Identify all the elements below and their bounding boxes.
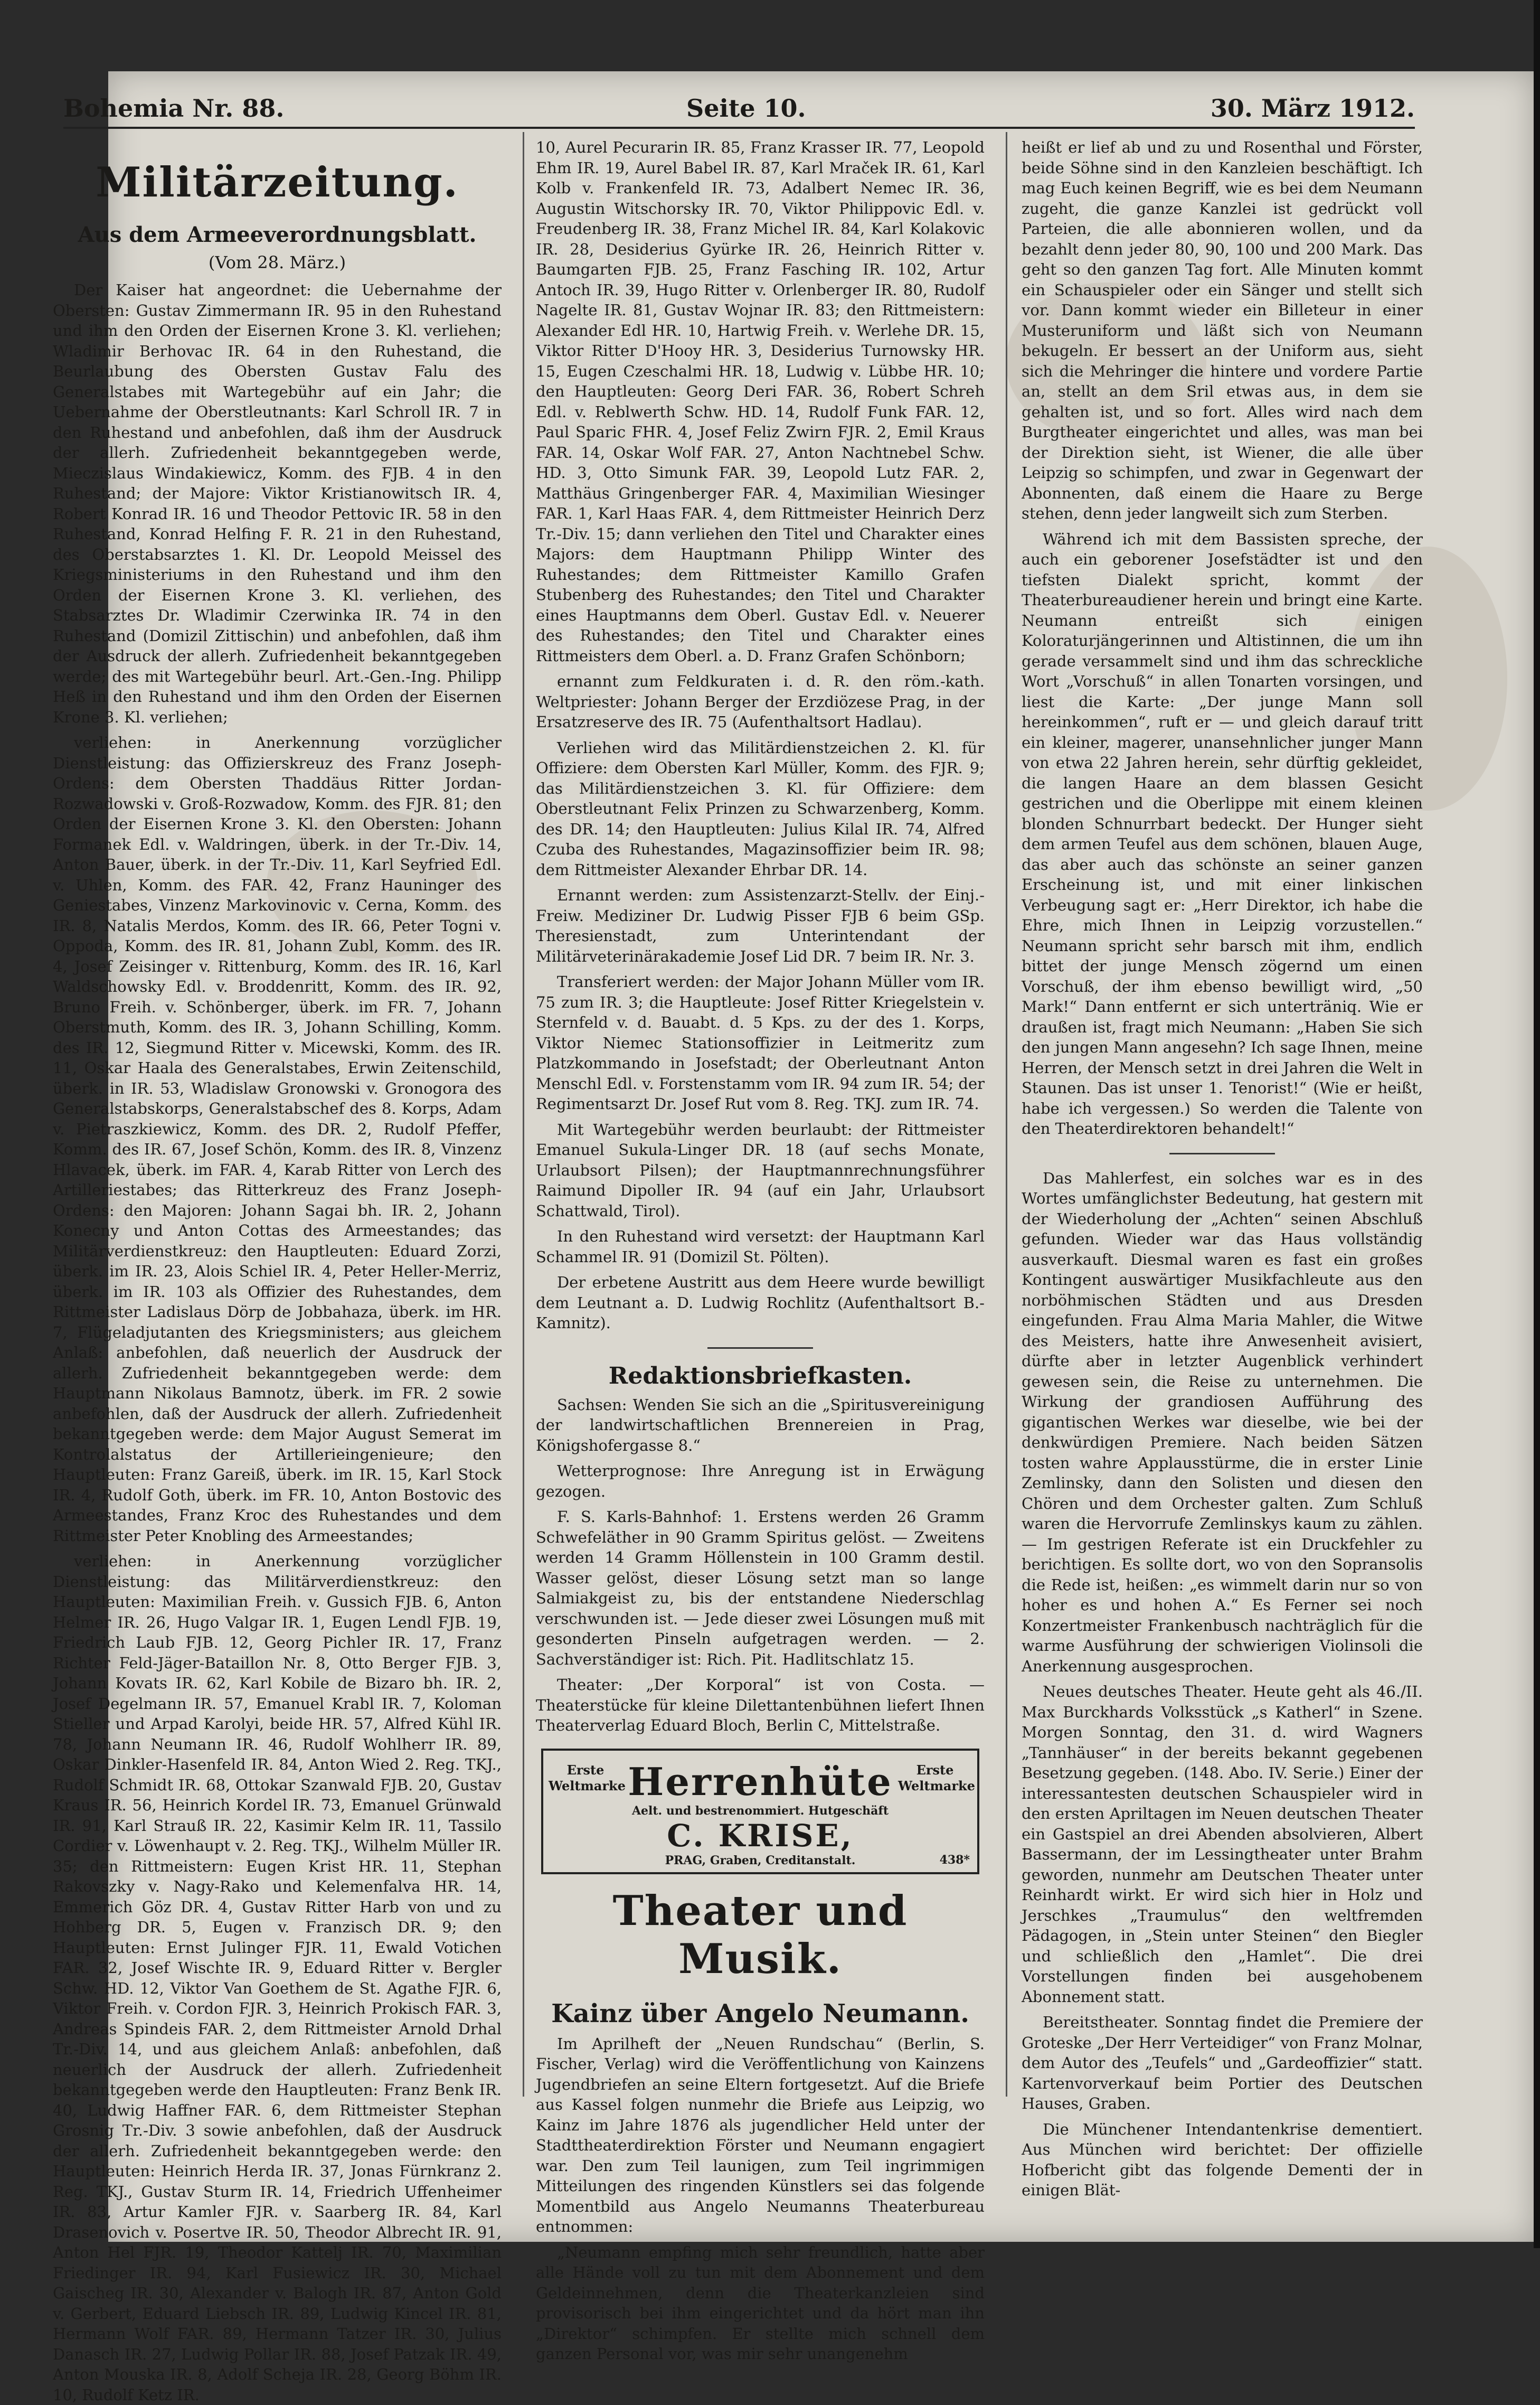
divider [707,1347,813,1349]
ad-company: C. KRISE, [667,1817,854,1854]
section-title-military: Militärzeitung. [96,158,459,206]
paragraph: „Neumann empfing mich sehr freundlich, hatte aber alle Hände voll zu tun mit dem Abonnement und dem Geldeinnehmen, denn die Theaterkanzleien sind provisorisch bei ihm eingerichtet und da hört man ihn „Direktor“ schimpfen. Er stellte mich schnell dem ganzen Personal vor, was mir sehr unangenehm [536,2243,985,2363]
paragraph: In den Ruhestand wird versetzt: der Hauptmann Karl Schammel IR. 91 (Domizil St. Pölten). [536,1227,985,1266]
header-left: Bohemia Nr. 88. [63,94,285,123]
paragraph: Das Mahlerfest, ein solches war es in des Wortes umfänglichster Bedeutung, hat gestern mit der Wiederholung der „Achten“ seinen Abschluß gefunden. Wieder war das Haus vollständig ausverkauft. Diesmal waren es fast ein großes Kontingent auswärtiger Musikfachleute aus den norböhmischen Städten und aus Dresden eingefunden. Frau Alma Maria Mahler, die Witwe des Meisters, hatte ihre Anwesenheit avisiert, dürfte aber in letzter Augenblick verhindert gewesen sein, die Reise zu unternehmen. Die Wirkung der grandiosen Aufführung des gigantischen Werkes war dieselbe, wie bei der denkwürdigen Premiere. Nach beiden Sätzen tosten wahre Applausstürme, die in erster Linie Zemlinsky, dann den Solisten und diesen den Chören und dem Orchester galten. Zum Schluß waren die Hervorrufe Zemlinskys kaum zu zählen. — Im gestrigen Referate ist ein Druckfehler zu berichtigen. Es sollte dort, wo von den Sopransolis die Rede ist, heißen: „es wimmelt darin nur so von hoher es und hohen A.“ Es Ferner sei noch Konzertmeister Frankenbusch nachträglich für die warme Ausführung der schwierigen Violinsoli die Anerkennung ausgesprochen. [1022,1169,1423,1675]
paragraph: Bereitstheater. Sonntag findet die Premiere der Groteske „Der Herr Verteidiger“ von Franz Molnar, dem Autor des „Teufels“ und „Gardeoffizier“ statt. Kartenvorverkauf beim Portier des Deutschen Hauses, Graben. [1022,2013,1423,2112]
paragraph: verliehen: in Anerkennung vorzüglicher Dienstleistung: das Militärverdienstkreuz: den Hauptleuten: Maximilian Freih. v. Gussich FJB. 6, Anton Helmer IR. 26, Hugo Valgar IR. 1, Eugen Lendl FJB. 19, Friedrich Laub FJB. 12, Georg Pichler IR. 17, Franz Richter Feld-Jäger-Bataillon Nr. 8, Otto Berger FJB. 3, Johann Kovats IR. 62, Karl Kobile de Bizaro bh. IR. 2, Josef Degelmann IR. 57, Emanuel Krabl IR. 7, Koloman Stieller und Arpad Karolyi, beide HR. 57, Alfred Kühl IR. 78, Johann Neumann IR. 46, Rudolf Wohlherr IR. 89, Oskar Dinkler-Hasenfeld IR. 84, Anton Wied 2. Reg. TKJ., Rudolf Schmidt IR. 68, Ottokar Szanwald FJB. 20, Gustav Kraus IR. 56, Heinrich Kordel IR. 73, Emanuel Grünwald IR. 91, Karl Strauß IR. 22, Kasimir Kelm IR. 11, Tassilo Cordier v. Löwenhaupt v. 2. Reg. TKJ., Wilhelm Müller IR. 35; den Rittmeistern: Eugen Krist HR. 11, Stephan Rakovszky v. Nagy-Rako und Kelemenfalva HR. 14, Emmerich Göz DR. 4, Gustav Ritter Harb von und zu Hohberg DR. 5, Eugen v. Franzisch DR. 9; den Hauptleuten: Ernst Julinger FJR. 11, Ewald Votichen FAR. 32, Josef Wischte IR. 9, Eduard Ritter v. Bergler Schw. HD. 12, Viktor Van Goethem de St. Agathe FJR. 6, Viktor Freih. v. Cordon FJR. 3, Heinrich Prokisch FAR. 3, Andreas Spindeis FAR. 2, dem Rittmeister Arnold Drhal Tr.-Div. 14, und aus gleichem Anlaß: anbefohlen, daß neuerlich der Ausdruck der allerh. Zufriedenheit bekanntgegeben werde den Hauptleuten: Franz Benk IR. 40, Ludwig Haffner FAR. 6, dem Rittmeister Stephan Grosnig Tr.-Div. 3 sowie anbefohlen, daß der Ausdruck der allerh. Zufriedenheit bekanntgegeben werde: den Hauptleuten: Heinrich Herda IR. 37, Jonas Fürnkranz 2. Reg. TKJ., Gustav Sturm IR. 14, Friedrich Uffenheimer IR. 83, Artur Kamler FJR. v. Saarberg IR. 84, Karl Drasenovich v. Posertve IR. 50, Theodor Albrecht IR. 91, Anton Hel FJR. 19, Theodor Kattelj IR. 70, Maximilian Friedinger IR. 94, Karl Fusiewicz IR. 30, Michael Gaischeg IR. 30, Alexander v. Balogh IR. 87, Anton Gold v. Gerbert, Eduard Liebsch IR. 89, Ludwig Kincel IR. 81, Hermann Wolf FAR. 89, Hermann Tatzer IR. 30, Julius Danasch IR. 27, Ludwig Pollar IR. 88, Josef Patzak IR. 49, Anton Mouska IR. 8, Adolf Scheja IR. 28, Georg Böhm IR. 10, Rudolf Ketz IR. [53,1552,502,2404]
paragraph: Der erbetene Austritt aus dem Heere wurde bewilligt dem Leutnant a. D. Ludwig Rochlitz (Aufenthaltsort B.-Kamnitz). [536,1273,985,1332]
page-header [63,90,1415,129]
paragraph: Wetterprognose: Ihre Anregung ist in Erwägung gezogen. [536,1462,985,1500]
paragraph: Sachsen: Wenden Sie sich an die „Spiritusvereinigung der landwirtschaftlichen Brennereien in Prag, Königshofergasse 8.“ [536,1395,985,1454]
paragraph: Neues deutsches Theater. Heute geht als 46./II. Max Burckhards Volksstück „s Katherl“ in Szene. Morgen Sonntag, den 31. d. wird Wagners „Tannhäuser“ in der bereits bekannt gegebenen Besetzung gegeben. (148. Abo. IV. Serie.) Einer der interessantesten deutschen Schauspieler wird in den ersten Apriltagen im Neuen deutschen Theater ein Gastspiel an drei Abenden absolvieren, Albert Bassermann, der im Lessingtheater unter Brahm geworden, nunmehr am Deutschen Theater unter Reinhardt wirkt. Er wird sich hier in Holz und Jerschkes „Traumulus“ den weltfremden Pädagogen, in „Stein unter Steinen“ den Biegler und schließlich den „Hamlet“. Die drei Vorstellungen finden bei ausgehobenem Abonnement statt. [1022,1683,1423,2006]
paragraph: Die Münchener Intendantenkrise dementiert. Aus München wird berichtet: Der offizielle Hofbericht gibt das folgende Dementi der in einigen Blät- [1022,2120,1423,2199]
ad-address: PRAG, Graben, Creditanstalt. [665,1853,856,1867]
article-title-kainz: Kainz über Angelo Neumann. [551,1998,969,2028]
ad-side-right: Erste Weltmarke [898,1762,975,1793]
paragraph: Der Kaiser hat angeordnet: die Uebernahme der Obersten: Gustav Zimmermann IR. 95 in den Ruhestand und ihm den Orden der Eisernen Krone 3. Kl. verliehen; Wladimir Berhovac IR. 64 in den Ruhestand, die Beurlaubung des Obersten Gustav Falu des Generalstabes mit Wartegebühr auf ein Jahr; die Uebernahme der Oberstleutnants: Karl Schroll IR. 7 in den Ruhestand und anbefohlen, daß ihm der Ausdruck der allerh. Zufriedenheit bekanntgegeben werde, Mieczislaus Windakiewicz, Komm. des FJB. 4 in den Ruhestand; der Majore: Viktor Kristianowitsch IR. 4, Robert Konrad IR. 16 und Theodor Pettovic IR. 58 in den Ruhestand, Konrad Helfing F. R. 21 in den Ruhestand, des Oberstabsarztes 1. Kl. Dr. Leopold Meissel des Kriegsministeriums in den Ruhestand und ihm den Orden der Eisernen Krone 3. Kl. verliehen, des Stabsarztes Dr. Wladimir Czerwinka IR. 74 in den Ruhestand (Domizil Zittischin) und anbefohlen, daß ihm der Ausdruck der allerh. Zufriedenheit bekanntgegeben werde; des mit Wartegebühr beurl. Art.-Gen.-Ing. Philipp Heß in den Ruhestand und ihm den Orden der Eisernen Krone 3. Kl. verliehen; [53,281,502,726]
section-title-theater: Theater und Musik. [612,1886,908,1983]
column-2 [536,137,985,2363]
paragraph: Transferiert werden: der Major Johann Müller vom IR. 75 zum IR. 3; die Hauptleute: Josef Ritter Kriegelstein v. Sternfeld v. d. Bauabt. d. 5 Kps. zu der des 1. Korps, Viktor Niemec Stationsoffizier in Leitmeritz zum Platzkommando in Josefstadt; der Oberleutnant Anton Menschl Edl. v. Forstenstamm vom IR. 94 zum IR. 54; der Regimentsarzt Dr. Josef Rut vom 8. Reg. TKJ. zum IR. 74. [536,973,985,1113]
scan-edge [1534,0,1540,2248]
section-date: (Vom 28. März.) [208,252,346,273]
paragraph: F. S. Karls-Bahnhof: 1. Erstens werden 26 Gramm Schwefeläther in 90 Gramm Spiritus gelöst. — Zweitens werden 14 Gramm Höllenstein in 100 Gramm destil. Wasser gelöst, dieser Lösung setzt man so lange Salmiakgeist zu, bis der entstandene Niederschlag verschwunden ist. — Jede dieser zwei Lösungen muß mit gesonderten Pinseln aufgetragen werden. — 2. Sachverständiger ist: Rich. Pit. Hadlitschlatz 15. [536,1508,985,1668]
paragraph: verliehen: in Anerkennung vorzüglicher Dienstleistung: das Offizierskreuz des Franz Joseph-Ordens: dem Obersten Thaddäus Ritter Jordan-Rozwadowski v. Groß-Rozwadow, Komm. des FJR. 81; den Orden der Eisernen Krone 3. Kl. den Obersten: Johann Formanek Edl. v. Waldringen, überk. in der Tr.-Div. 14, Anton Bauer, überk. in der Tr.-Div. 11, Karl Seyfried Edl. v. Uhlen, Komm. des FAR. 42, Franz Hauninger des Geniestabes, Vinzenz Markovinovic v. Cerna, Komm. des IR. 8, Natalis Merdos, Komm. des IR. 66, Peter Togni v. Oppoda, Komm. des IR. 81, Johann Zubl, Komm. des IR. 4, Josef Zeisinger v. Rittenburg, Komm. des IR. 16, Karl Waldschowsky Edl. v. Broddenritt, Komm. des IR. 92, Bruno Freih. v. Schönberger, überk. im FR. 7, Johann Oberstmuth, Komm. des IR. 3, Johann Schilling, Komm. des IR. 12, Siegmund Ritter v. Micewski, Komm. des IR. 11, Oskar Haala des Generalstabes, Erwin Zeitenschild, überk. in IR. 53, Wladislaw Gronowski v. Gronogora des Generalstabskorps, Generalstabschef des 8. Korps, Adam v. Pietraszkiewicz, Komm. des DR. 2, Rudolf Pfeffer, Komm. des IR. 67, Josef Schön, Komm. des IR. 8, Vinzenz Hlavacek, überk. im FAR. 4, Karab Ritter von Lerch des Artilleriestabes; das Ritterkreuz des Franz Joseph-Ordens: den Majoren: Johann Sagai bh. IR. 2, Johann Konecny und Anton Cottas des Armeestandes; das Militärverdienstkreuz: den Hauptleuten: Eduard Zorzi, überk. im IR. 23, Alois Schiel IR. 4, Peter Heller-Merriz, überk. im IR. 103 als Offizier des Ruhestandes, dem Rittmeister Ladislaus Dörp de Jobbahaza, überk. im HR. 7, Flügeladjutanten des Kriegsministers; aus gleichem Anlaß: anbefohlen, daß neuerlich der Ausdruck der allerh. Zufriedenheit bekanntgegeben werde: dem Hauptmann Nikolaus Bamnotz, überk. im FR. 2 sowie anbefohlen, daß der Ausdruck der allerh. Zufriedenheit bekanntgegeben werde: dem Major August Semerat im Kontrolalstatus der Artillerieingenieure; den Hauptleuten: Franz Gareiß, überk. im IR. 15, Karl Stock IR. 4, Rudolf Goth, überk. im FR. 10, Anton Bostovic des Armeestandes, Franz Kroc des Ruhestandes und dem Rittmeister Peter Knobling des Armeestandes; [53,734,502,1545]
column-rule-1 [523,132,524,2097]
ad-tagline: Aelt. und bestrenommiert. Hutgeschäft [631,1803,889,1818]
paragraph: 10, Aurel Pecurarin IR. 85, Franz Krasser IR. 77, Leopold Ehm IR. 19, Aurel Babel IR. 87, Karl Mraček IR. 61, Karl Kolb v. Frankenfeld IR. 73, Adalbert Nemec IR. 36, Augustin Witschorsky IR. 70, Viktor Philippovic Edl. v. Freudenberg IR. 38, Franz Michel IR. 84, Karl Kolakovic IR. 28, Desiderius Gyürke IR. 26, Heinrich Ritter v. Baumgarten FJB. 25, Franz Fasching IR. 102, Artur Antoch IR. 39, Hugo Ritter v. Orlenberger IR. 80, Rudolf Nagelte IR. 81, Gustav Wojnar IR. 83; den Rittmeistern: Alexander Edl HR. 10, Hartwig Freih. v. Werlehe DR. 15, Viktor Ritter D'Hooy HR. 3, Desiderius Turnowsky HR. 15, Eugen Czeschalmi HR. 18, Ludwig v. Lübbe HR. 10; den Hauptleuten: Georg Deri FAR. 36, Robert Schreh Edl. v. Reblwerth Schw. HD. 14, Rudolf Funk FAR. 12, Paul Sparic FHR. 4, Josef Feliz Zwirn FJR. 2, Emil Kraus FAR. 14, Oskar Wolf FAR. 27, Anton Nachtnebel Schw. HD. 3, Otto Simunk FAR. 39, Leopold Lutz FAR. 2, Matthäus Gringenberger FAR. 4, Maximilian Wiesinger FAR. 1, Karl Haas FAR. 4, dem Rittmeister Heinrich Derz Tr.-Div. 15; dann verliehen den Titel und Charakter eines Majors: dem Hauptmann Philipp Winter des Ruhestandes; dem Rittmeister Kamillo Grafen Stubenberg des Ruhestandes; den Titel und Charakter eines Hauptmanns dem Oberl. Gustav Edl. v. Neuerer des Ruhestandes; den Titel und Charakter eines Rittmeisters dem Oberl. a. D. Franz Grafen Schönborn; [536,138,985,665]
header-right: 30. März 1912. [1210,94,1415,123]
section-subtitle: Aus dem Armeeverordnungsblatt. [78,222,477,247]
ad-headline: Herrenhüte [628,1759,893,1804]
column-1 [53,137,502,2404]
ad-side-left: Erste Weltmarke [549,1762,626,1793]
paragraph: Verliehen wird das Militärdienstzeichen 2. Kl. für Offiziere: dem Obersten Karl Müller, Komm. des FJR. 9; das Militärdienstzeichen 3. Kl. für Offiziere: dem Oberstleutnant Felix Prinzen zu Schwarzenberg, Komm. des DR. 14; den Hauptleuten: Julius Kilal IR. 74, Alfred Czuba des Ruhestandes, Magazinsoffizier beim IR. 98; dem Rittmeister Alexander Ehrbar DR. 14. [536,738,985,879]
redaktion-title: Redaktionsbriefkasten. [608,1362,912,1389]
paragraph: heißt er lief ab und zu und Rosenthal und Förster, beide Söhne sind in den Kanzleien beschäftigt. Ich mag Euch keinen Begriff, wie es bei dem Neumann zugeht, die ganze Kanzlei ist gedrückt voll Parteien, die alle abonnieren wollen, und da bezahlt denn jeder 80, 90, 100 und 200 Mark. Das geht so den ganzen Tag fort. Alle Minuten kommt ein Schauspieler oder ein Sänger und stellt sich vor. Dann kommt wieder ein Billeteur in einer Musteruniform und läßt sich von Neumann bekugeln. Er bessert an der Uniform aus, sieht sich die Mehringer die hintere und vordere Partie an, stellt an dem Sril etwas aus, in dem sie gehalten ist, und so fort. Alles wird nach dem Burgtheater eingerichtet und alles, was man bei der Direktion sieht, ist Wiener, die alle über Leipzig so schimpfen, und zwar in Gegenwart der Abonnenten, daß einem die Haare zu Berge stehen, denn jeder langweilt sich zum Sterben. [1022,138,1423,522]
paragraph: Im Aprilheft der „Neuen Rundschau“ (Berlin, S. Fischer, Verlag) wird die Veröffentlichung von Kainzens Jugendbriefen an seine Eltern fortgesetzt. Auf die Briefe aus Kassel folgen nunmehr die Briefe aus Leipzig, wo Kainz im Jahre 1876 als jugendlicher Held unter der Stadttheaterdirektion Förster und Neumann engagiert war. Den zum Teil launigen, zum Teil ingrimmigen Mitteilungen des ringenden Künstlers sei das folgende Momentbild aus Angelo Neumanns Theaterbureau entnommen: [536,2034,985,2235]
ad-number: 438* [939,1853,970,1867]
advertisement [541,1749,979,1874]
column-rule-2 [1006,132,1007,2097]
paragraph: Ernannt werden: zum Assistenzarzt-Stellv. der Einj.-Freiw. Mediziner Dr. Ludwig Pisser FJB 6 beim GSp. Theresienstadt, zum Unterintendant der Militärveterinärakademie Josef Lid DR. 7 beim IR. Nr. 3. [536,886,985,965]
divider [1169,1153,1275,1154]
paragraph: Theater: „Der Korporal“ ist von Costa. — Theaterstücke für kleine Dilettantenbühnen liefert Ihnen Theaterverlag Eduard Bloch, Berlin C, Mittelstraße. [536,1676,985,1734]
paragraph: Mit Wartegebühr werden beurlaubt: der Rittmeister Emanuel Sukula-Linger DR. 18 (auf sechs Monate, Urlaubsort Pilsen); der Hauptmannrechnungsführer Raimund Dipoller IR. 94 (auf ein Jahr, Urlaubsort Schattwald, Tirol). [536,1120,985,1220]
paragraph: ernannt zum Feldkuraten i. d. R. den röm.-kath. Weltpriester: Johann Berger der Erzdiözese Prag, in der Ersatzreserve des IR. 75 (Aufenthaltsort Hadlau). [536,672,985,731]
column-3 [1022,137,1423,2199]
paragraph: Während ich mit dem Bassisten spreche, der auch ein geborener Josefstädter ist und den tiefsten Dialekt spricht, kommt der Theaterbureaudiener herein und bringt eine Karte. Neumann entreißt sich einigen Koloraturjängerinnen und Altistinnen, die um ihn gerade versammelt sind und ihm das schreckliche Wort „Vorschuß“ in allen Tonarten vorsingen, und liest die Karte: „Der junge Mann soll hereinkommen“, ruft er — und gleich darauf tritt ein kleiner, magerer, unansehnlicher junger Mann von etwa 22 Jahren herein, sehr dürftig gekleidet, die langen Haare an dem blassen Gesicht gestrichen und die Oberlippe mit einem kleinen blonden Schnurrbart bedeckt. Der Hunger sieht dem armen Teufel aus dem schönen, blauen Auge, das aber auch das schönste an seiner ganzen Erscheinung ist, und mit einer linkischen Verbeugung sagt er: „Herr Direktor, ich habe die Ehre, mich Ihnen in Leipzig vorzustellen.“ Neumann spricht sehr barsch mit ihm, endlich bittet der junge Mensch zögernd um einen Vorschuß, der ihm ebenso bewilligt wird, „50 Mark!“ Dann entfernt er sich unterträniq. Wie er draußen ist, fragt mich Neumann: „Haben Sie sich den jungen Mann angesehn? Ich sage Ihnen, meine Herren, der Mensch setzt in drei Jahren die Welt in Staunen. Das ist unser 1. Tenorist!“ (Wie er heißt, habe ich vergessen.) So werden die Talente von den Theaterdirektoren behandelt!“ [1022,530,1423,1138]
header-center: Seite 10. [686,94,806,123]
